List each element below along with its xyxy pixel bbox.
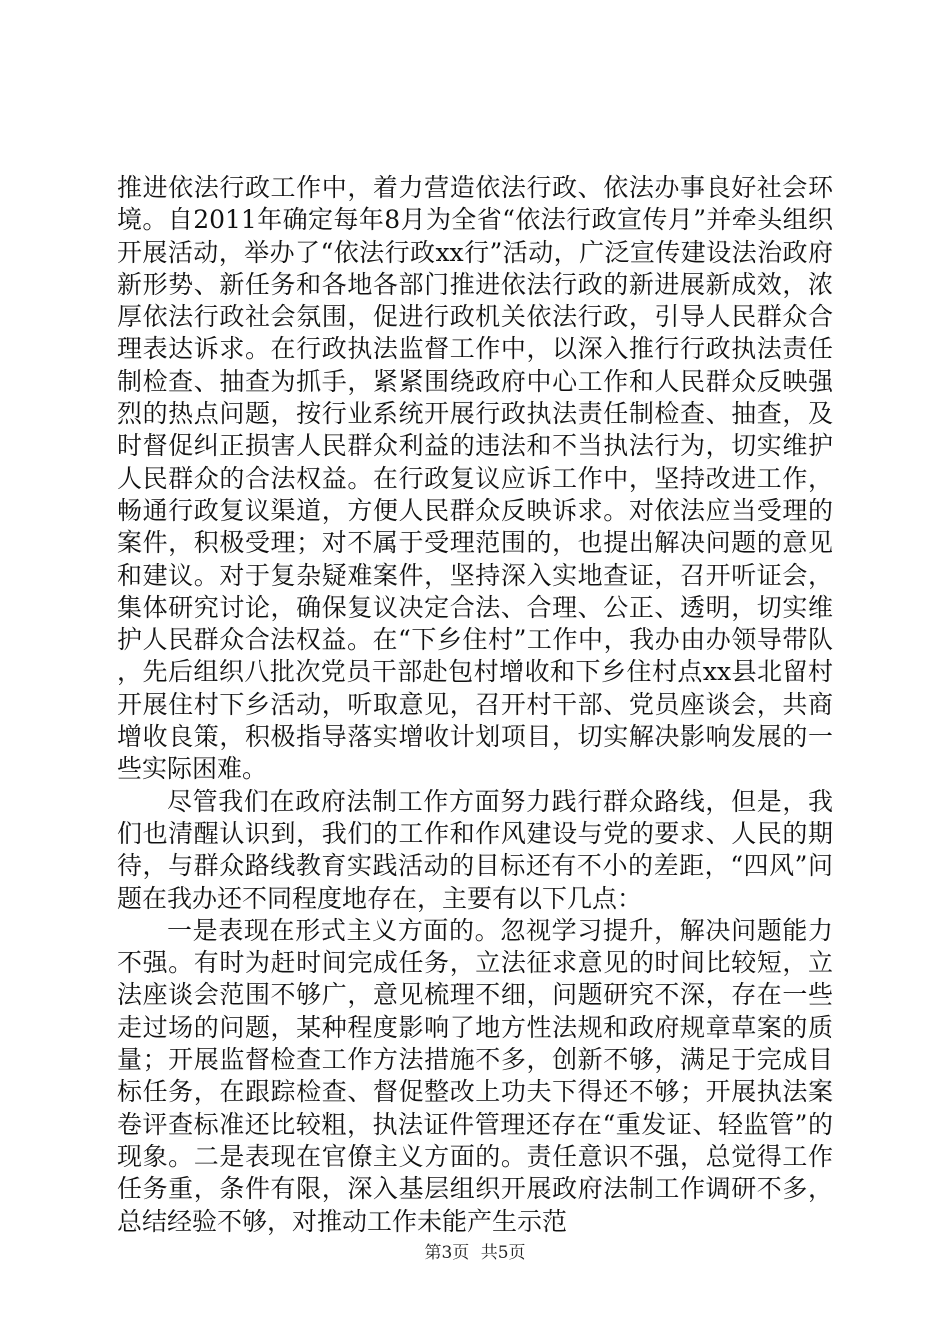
paragraph-2: 尽管我们在政府法制工作方面努力践行群众路线，但是，我们也清醒认识到，我们的工作和作风建设与党的要求、人民的期待，与群众路线教育实践活动的目标还有不小的差距，“四风”问题在我办还不同程度地存在，主要有以下几点：: [117, 786, 833, 913]
page-number: 第3页: [424, 1243, 470, 1263]
paragraph-3: 一是表现在形式主义方面的。忽视学习提升，解决问题能力不强。有时为赶时间完成任务，立法征求意见的时间比较短，立法座谈会范围不够广，意见梳理不细，问题研究不深，存在一些走过场的问题，某种程度影响了地方性法规和政府规章草案的质量；开展监督检查工作方法措施不多，创新不够，满足于完成目标任务，在跟踪检查、督促整改上功夫下得还不够；开展执法案卷评查标准还比较粗，执法证件管理还存在“重发证、轻监管”的现象。二是表现在官僚主义方面的。责任意识不强，总觉得工作任务重，条件有限，深入基层组织开展政府法制工作调研不多，总结经验不够，对推动工作未能产生示范: [117, 915, 833, 1236]
paragraph-1: 推进依法行政工作中，着力营造依法行政、依法办事良好社会环境。自2011年确定每年8月为全省“依法行政宣传月”并牵头组织开展活动，举办了“依法行政xx行”活动，广泛宣传建设法治政府新形势、新任务和各地各部门推进依法行政的新进展新成效，浓厚依法行政社会氛围，促进行政机关依法行政，引导人民群众合理表达诉求。在行政执法监督工作中，以深入推行行政执法责任制检查、抽查为抓手，紧紧围绕政府中心工作和人民群众反映强烈的热点问题，按行业系统开展行政执法责任制检查、抽查，及时督促纠正损害人民群众利益的违法和不当执法行为，切实维护人民群众的合法权益。在行政复议应诉工作中，坚持改进工作，畅通行政复议渠道，方便人民群众反映诉求。对依法应当受理的案件，积极受理；对不属于受理范围的，也提出解决问题的意见和建议。对于复杂疑难案件，坚持深入实地查证，召开听证会，集体研究讨论，确保复议决定合法、合理、公正、透明，切实维护人民群众合法权益。在“下乡住村”工作中，我办由办领导带队，先后组织八批次党员干部赴包村增收和下乡住村点xx县北留村开展住村下乡活动，听取意见，召开村干部、党员座谈会，共商增收良策，积极指导落实增收计划项目，切实解决影响发展的一些实际困难。: [117, 173, 833, 784]
page-footer: [0, 1242, 950, 1264]
page-total: 共5页: [480, 1243, 526, 1263]
document-body: [117, 172, 833, 1238]
